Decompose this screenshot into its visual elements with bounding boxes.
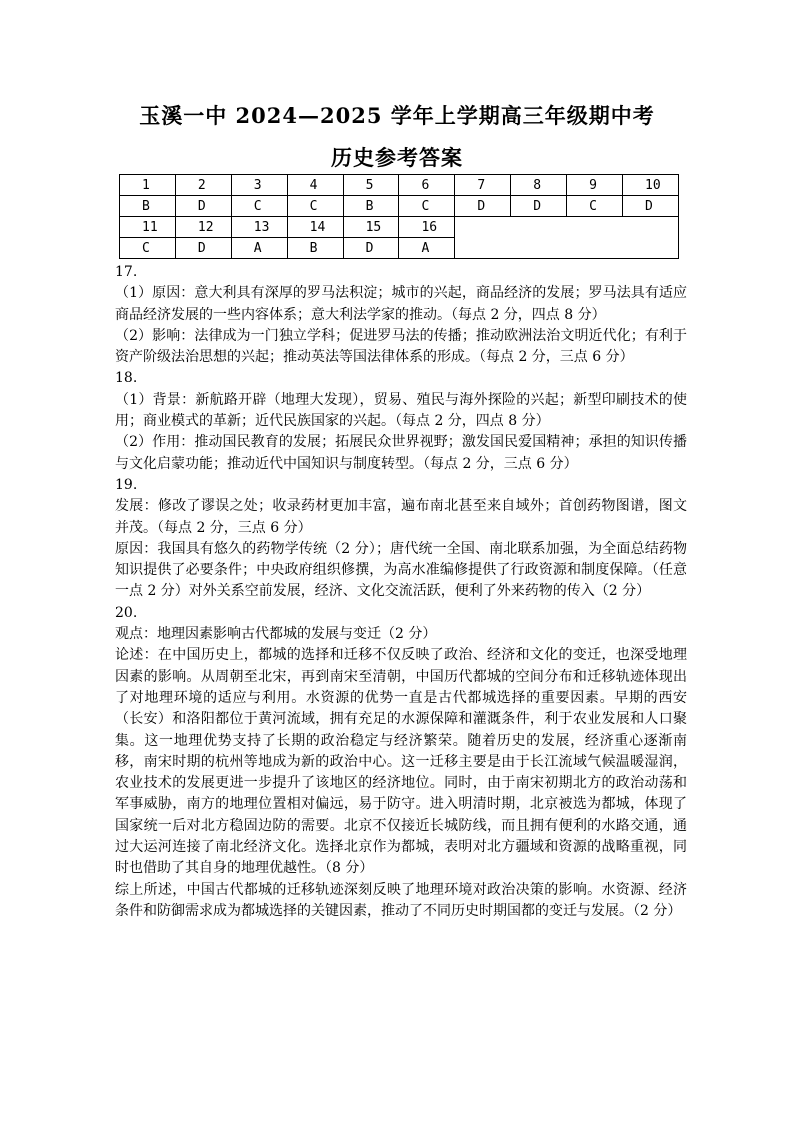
question-number-cell: 5 [343, 175, 399, 196]
answer-cell: B [287, 238, 343, 259]
question-number-cell: 12 [175, 217, 231, 238]
question-number-cell: 7 [455, 175, 511, 196]
question-18-part-1: （1）背景：新航路开辟（地理大发现），贸易、殖民与海外探险的兴起；新型印刷技术的使用；商业模式的革新；近代民族国家的兴起。（每点 2 分，四点 8 分） [115, 391, 687, 430]
answer-table [119, 174, 679, 259]
answer-cell: D [175, 196, 231, 217]
question-19-development: 发展：修改了谬误之处；收录药材更加丰富，遍布南北甚至来自域外；首创药物图谱，图文并茂。（每点 2 分，三点 6 分） [115, 498, 687, 536]
answer-cell: D [623, 196, 679, 217]
question-20-argument: 论述：在中国历史上，都城的选择和迁移不仅反映了政治、经济和文化的变迁，也深受地理因素的影响。从周朝至北宋，再到南宋至清朝，中国历代都城的空间分布和迁移轨迹体现出了对地理环境的适应与利用。水资源的优势一直是古代都城选择的重要因素。早期的西安（长安）和洛阳都位于黄河流域，拥有充足的水源保障和灌溉条件，利于农业发展和人口聚集。这一地理优势支持了长期的政治稳定与经济繁荣。随着历史的发展，经济重心逐渐南移，南宋时期的杭州等地成为新的政治中心。这一迁移主要是由于长江流域气候温暖湿润，农业技术的发展更进一步提升了该地区的经济地位。同时，由于南宋初期北方的政治动荡和军事威胁，南方的地理位置相对偏远，易于防守。进入明清时期，北京被选为都城，体现了国家统一后对北方稳固边防的需要。北京不仅接近长城防线，而且拥有便利的水路交通，通过大运河连接了南北经济文化。选择北京作为都城，表明对北方疆域和资源的战略重视，同时也借助了其自身的地理优越性。（8 分） [115, 647, 687, 877]
page-title: 玉溪一中 2024—2025 学年上学期高三年级期中考 [139, 103, 655, 128]
question-number-cell: 9 [567, 175, 623, 196]
question-20-heading: 20. [115, 604, 138, 621]
question-number-cell: 1 [120, 175, 176, 196]
question-number-cell: 16 [399, 217, 455, 238]
answer-cell: D [175, 238, 231, 259]
answer-cell: A [231, 238, 287, 259]
question-number-cell: 2 [175, 175, 231, 196]
table-row-numbers-2 [120, 217, 679, 238]
question-number-cell: 3 [231, 175, 287, 196]
answer-cell: C [567, 196, 623, 217]
table-row-answers-1 [120, 196, 679, 217]
answer-cell: C [399, 196, 455, 217]
answer-cell: C [287, 196, 343, 217]
answer-cell: C [231, 196, 287, 217]
question-number-cell: 8 [511, 175, 567, 196]
question-number-cell: 14 [287, 217, 343, 238]
question-number-cell: 15 [343, 217, 399, 238]
question-number-cell: 13 [231, 217, 287, 238]
answer-cell: D [455, 196, 511, 217]
question-18-heading: 18. [115, 370, 138, 387]
question-17-heading: 17. [115, 264, 138, 280]
question-17-part-1: （1）原因：意大利具有深厚的罗马法积淀；城市的兴起，商品经济的发展；罗马法具有适应商品经济发展的一些内容体系；意大利法学家的推动。（每点 2 分，四点 8 分） [115, 285, 687, 323]
answer-cell: C [120, 238, 176, 259]
answer-cell: B [120, 196, 176, 217]
question-number-cell: 10 [623, 175, 679, 196]
table-row-numbers-1 [120, 175, 679, 196]
question-19-reasons: 原因：我国具有悠久的药物学传统（2 分）；唐代统一全国、南北联系加强，为全面总结药物知识提供了必要条件；中央政府组织修撰，为高水准编修提供了行政资源和制度保障。（任意一点 2 分）对外关系空前发展，经济、文化交流活跃，便利了外来药物的传入（2 分） [115, 540, 687, 600]
question-19-heading: 19. [115, 476, 138, 493]
question-18-part-2: （2）作用：推动国民教育的发展；拓展民众世界视野；激发国民爱国精神；承担的知识传播与文化启蒙功能；推动近代中国知识与制度转型。（每点 2 分，三点 6 分） [115, 434, 687, 472]
question-20-conclusion: 综上所述，中国古代都城的迁移轨迹深刻反映了地理环境对政治决策的影响。水资源、经济条件和防御需求成为都城选择的关键因素，推动了不同历史时期国都的变迁与发展。（2 分） [115, 881, 687, 919]
question-20-viewpoint: 观点：地理因素影响古代都城的发展与变迁（2 分） [115, 626, 437, 643]
question-17-part-2: （2）影响：法律成为一门独立学科；促进罗马法的传播；推动欧洲法治文明近代化；有利于资产阶级法治思想的兴起；推动英法等国法律体系的形成。（每点 2 分，三点 6 分） [115, 327, 687, 366]
answer-cell: B [343, 196, 399, 217]
answer-cell: A [399, 238, 455, 259]
question-number-cell: 6 [399, 175, 455, 196]
empty-table-area [455, 217, 679, 259]
page-subtitle: 历史参考答案 [331, 145, 463, 170]
answer-cell: D [343, 238, 399, 259]
question-number-cell: 11 [120, 217, 176, 238]
question-number-cell: 4 [287, 175, 343, 196]
answer-cell: D [511, 196, 567, 217]
answer-body [115, 262, 687, 922]
